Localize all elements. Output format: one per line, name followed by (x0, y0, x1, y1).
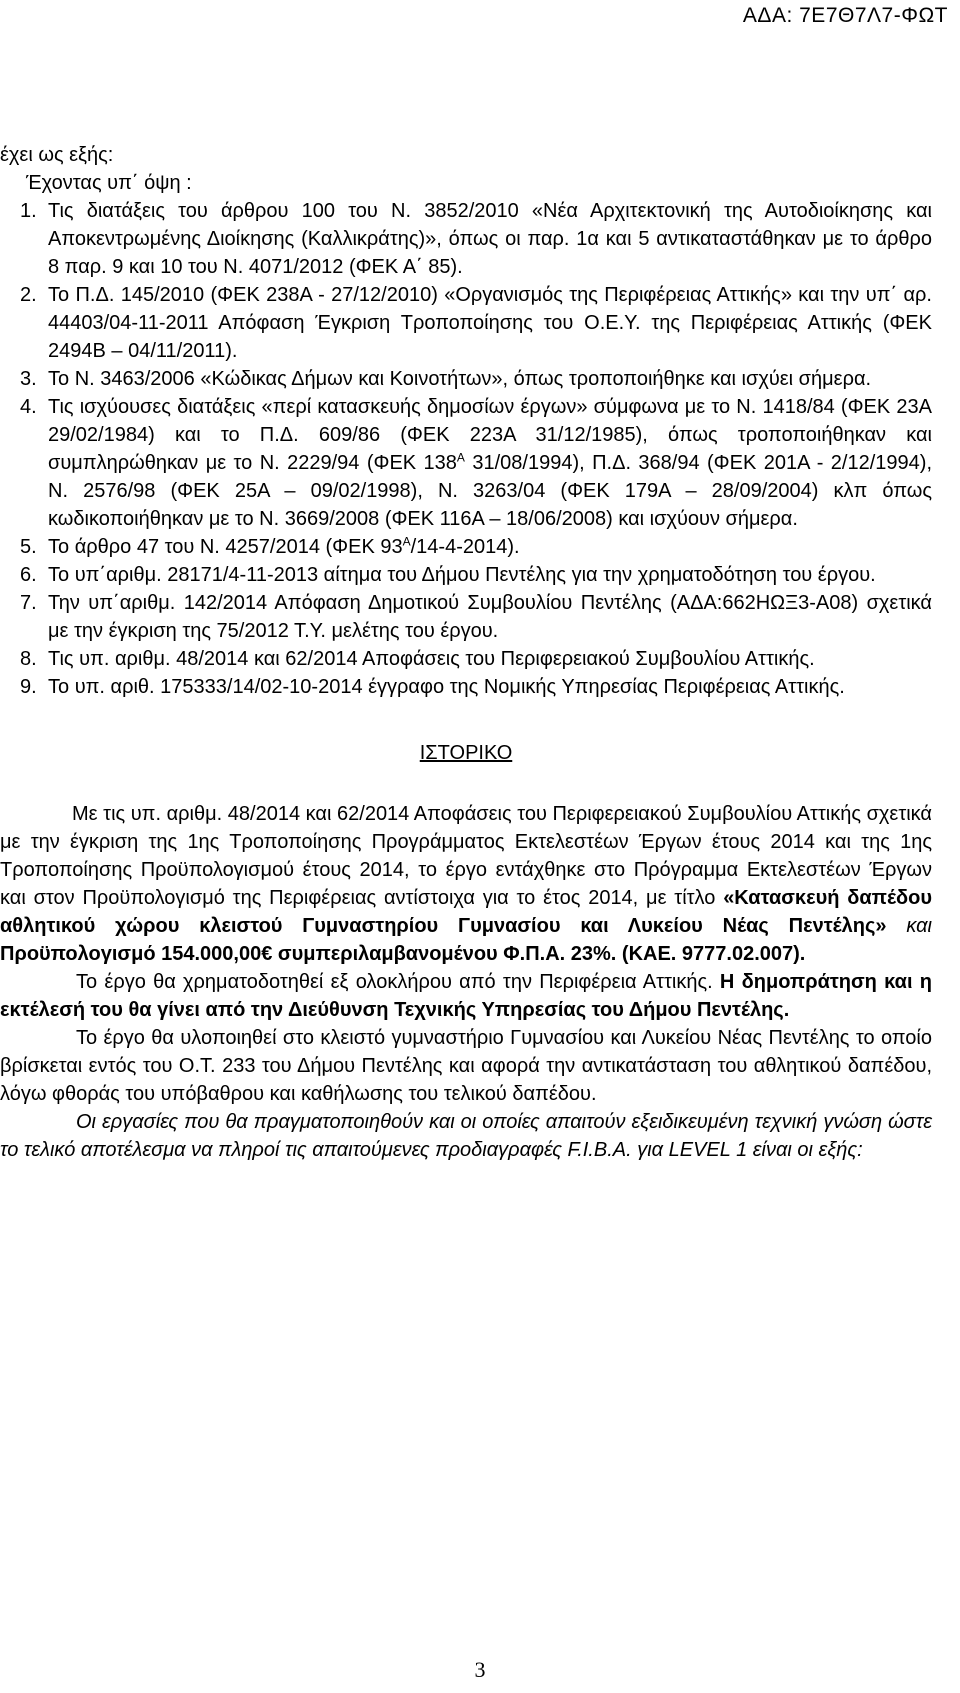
list-item (0, 645, 932, 673)
list-text: Τις υπ. αριθμ. 48/2014 και 62/2014 Αποφάσεις του Περιφερειακού Συμβουλίου Αττικής. (48, 648, 815, 670)
list-item (0, 393, 932, 533)
list-number: 2. (20, 284, 37, 306)
list-text: Τις διατάξεις του άρθρου 100 του Ν. 3852/2010 «Νέα Αρχιτεκτονική της Αυτοδιοίκησης και Αποκεντρωμένης Διοίκησης (Καλλικράτης)», όπως οι παρ. 1α και 5 αντικαταστάθηκαν με το άρθρο 8 παρ. 9 και 10 του Ν. 4071/2012 (ΦΕΚ Α΄ 85). (48, 200, 932, 278)
list-item (0, 197, 932, 281)
list-item (0, 281, 932, 365)
history-p1-conjunction: και (886, 915, 933, 937)
list-text: Το υπ. αριθ. 175333/14/02-10-2014 έγγραφο της Νομικής Υπηρεσίας Περιφέρειας Αττικής. (48, 676, 845, 698)
list-text: Τις ισχύουσες διατάξεις «περί κατασκευής δημοσίων έργων» σύμφωνα με το Ν. 1418/84 (ΦΕΚ 23Α 29/02/1984) και το Π.Δ. 609/86 (ΦΕΚ 223Α 31/12/1985), όπως τροποποιήθηκαν και συμπληρώθηκαν με το Ν. 2229/94 (ΦΕΚ 138 (48, 396, 932, 474)
project-title: «Κατασκευή δαπέδου αθλητικού χώρου κλειστού Γυμναστηρίου Γυμνασίου και Λυκείου Νέας Πεντέλης» (0, 887, 932, 937)
list-item (0, 589, 932, 645)
history-paragraph-1 (0, 800, 932, 968)
list-number: 1. (20, 200, 37, 222)
tender-execution-text: Η δημοπράτηση και η εκτέλεσή του θα γίνει από την Διεύθυνση Τεχνικής Υπηρεσίας του Δήμου Πεντέλης. (0, 971, 932, 1021)
considerations-list (0, 197, 932, 701)
list-number: 4. (20, 396, 37, 418)
list-text-continued: 31/08/1994), Π.Δ. 368/94 (ΦΕΚ 201Α - 2/12/1994), Ν. 2576/98 (ΦΕΚ 25Α – 09/02/1998), Ν. 3263/04 (ΦΕΚ 179Α – 28/09/2004) κλπ όπως κωδικοποιήθηκαν με το Ν. 3669/2008 (ΦΕΚ 116Α – 18/06/2008) και ισχύουν σήμερα. (48, 452, 932, 530)
list-text: Την υπ΄αριθμ. 142/2014 Απόφαση Δημοτικού Συμβουλίου Πεντέλης (ΑΔΑ:662ΗΩΞ3-Α08) σχετικά με την έγκριση της 75/2012 Τ.Υ. μελέτης του έργου. (48, 592, 932, 642)
list-item (0, 561, 932, 589)
list-number: 9. (20, 676, 37, 698)
list-text: Το Π.Δ. 145/2010 (ΦΕΚ 238Α - 27/12/2010) «Οργανισμός της Περιφέρειας Αττικής» και την υπ΄ αρ. 44403/04-11-2011 Απόφαση Έγκριση Τροποποίησης του Ο.Ε.Υ. της Περιφέρειας Αττικής (ΦΕΚ 2494Β – 04/11/2011). (48, 284, 932, 362)
list-item (0, 533, 932, 561)
list-number: 3. (20, 368, 37, 390)
list-text: Το υπ΄αριθμ. 28171/4-11-2013 αίτημα του Δήμου Πεντέλης για την χρηματοδότηση του έργου. (48, 564, 876, 586)
list-text: Το άρθρο 47 του Ν. 4257/2014 (ΦΕΚ 93 (48, 536, 403, 558)
history-heading: ΙΣΤΟΡΙΚΟ (419, 742, 513, 764)
list-item (0, 673, 932, 701)
list-number: 5. (20, 536, 37, 558)
history-p1-text: Με τις υπ. αριθμ. 48/2014 και 62/2014 Αποφάσεις του Περιφερειακού Συμβουλίου Αττικής σχετικά με την έγκριση της 1ης Τροποποίησης Προγράμματος Εκτελεστέων Έργων έτους 2014 και της 1ης Τροποποίησης Προϋπολογισμού έτους 2014, το έργο εντάχθηκε στο Πρόγραμμα Εκτελεστέων Έργων και στον Προϋπολογισμό της Περιφέρειας αντίστοιχα για το έτος 2014, με τίτλο (0, 803, 932, 909)
intro-line: έχει ως εξής: (0, 144, 114, 166)
list-text-continued: /14-4-2014). (410, 536, 520, 558)
history-p2-text: Το έργο θα χρηματοδοτηθεί εξ ολοκλήρου από την Περιφέρεια Αττικής. (76, 971, 720, 993)
list-number: 8. (20, 648, 37, 670)
considering-line: Έχοντας υπ΄ όψη : (26, 172, 192, 194)
history-paragraph-4 (0, 1108, 932, 1164)
history-p4-text: Οι εργασίες που θα πραγματοποιηθούν και οι οποίες απαιτούν εξειδικευμένη τεχνική γνώση ώστε το τελικό αποτέλεσμα να πληροί τις απαιτούμενες προδιαγραφές F.I.B.A. για LEVEL 1 είναι οι εξής: (0, 1111, 932, 1161)
list-number: 7. (20, 592, 37, 614)
list-item (0, 365, 932, 393)
history-paragraph-2 (0, 968, 932, 1024)
document-body (0, 141, 932, 1164)
history-paragraph-3: Το έργο θα υλοποιηθεί στο κλειστό γυμναστήριο Γυμνασίου και Λυκείου Νέας Πεντέλης το οποίο βρίσκεται εντός του Ο.Τ. 233 του Δήμου Πεντέλης και αφορά την αντικατάσταση του αθλητικού δαπέδου, λόγω φθοράς του υπόβαθρου και καθήλωσης του τελικού δαπέδου. (0, 1027, 932, 1105)
superscript: Α (402, 534, 411, 549)
list-number: 6. (20, 564, 37, 586)
page-number: 3 (474, 1657, 486, 1682)
list-text: Το Ν. 3463/2006 «Κώδικας Δήμων και Κοινοτήτων», όπως τροποποιήθηκε και ισχύει σήμερα. (48, 368, 872, 390)
ada-code: ΑΔΑ: 7Ε7Θ7Λ7-ΦΩΤ (742, 4, 948, 27)
budget-text: Προϋπολογισμό 154.000,00€ συμπεριλαμβανομένου Φ.Π.Α. 23%. (ΚΑΕ. 9777.02.007). (0, 943, 806, 965)
superscript: Α (456, 450, 465, 465)
